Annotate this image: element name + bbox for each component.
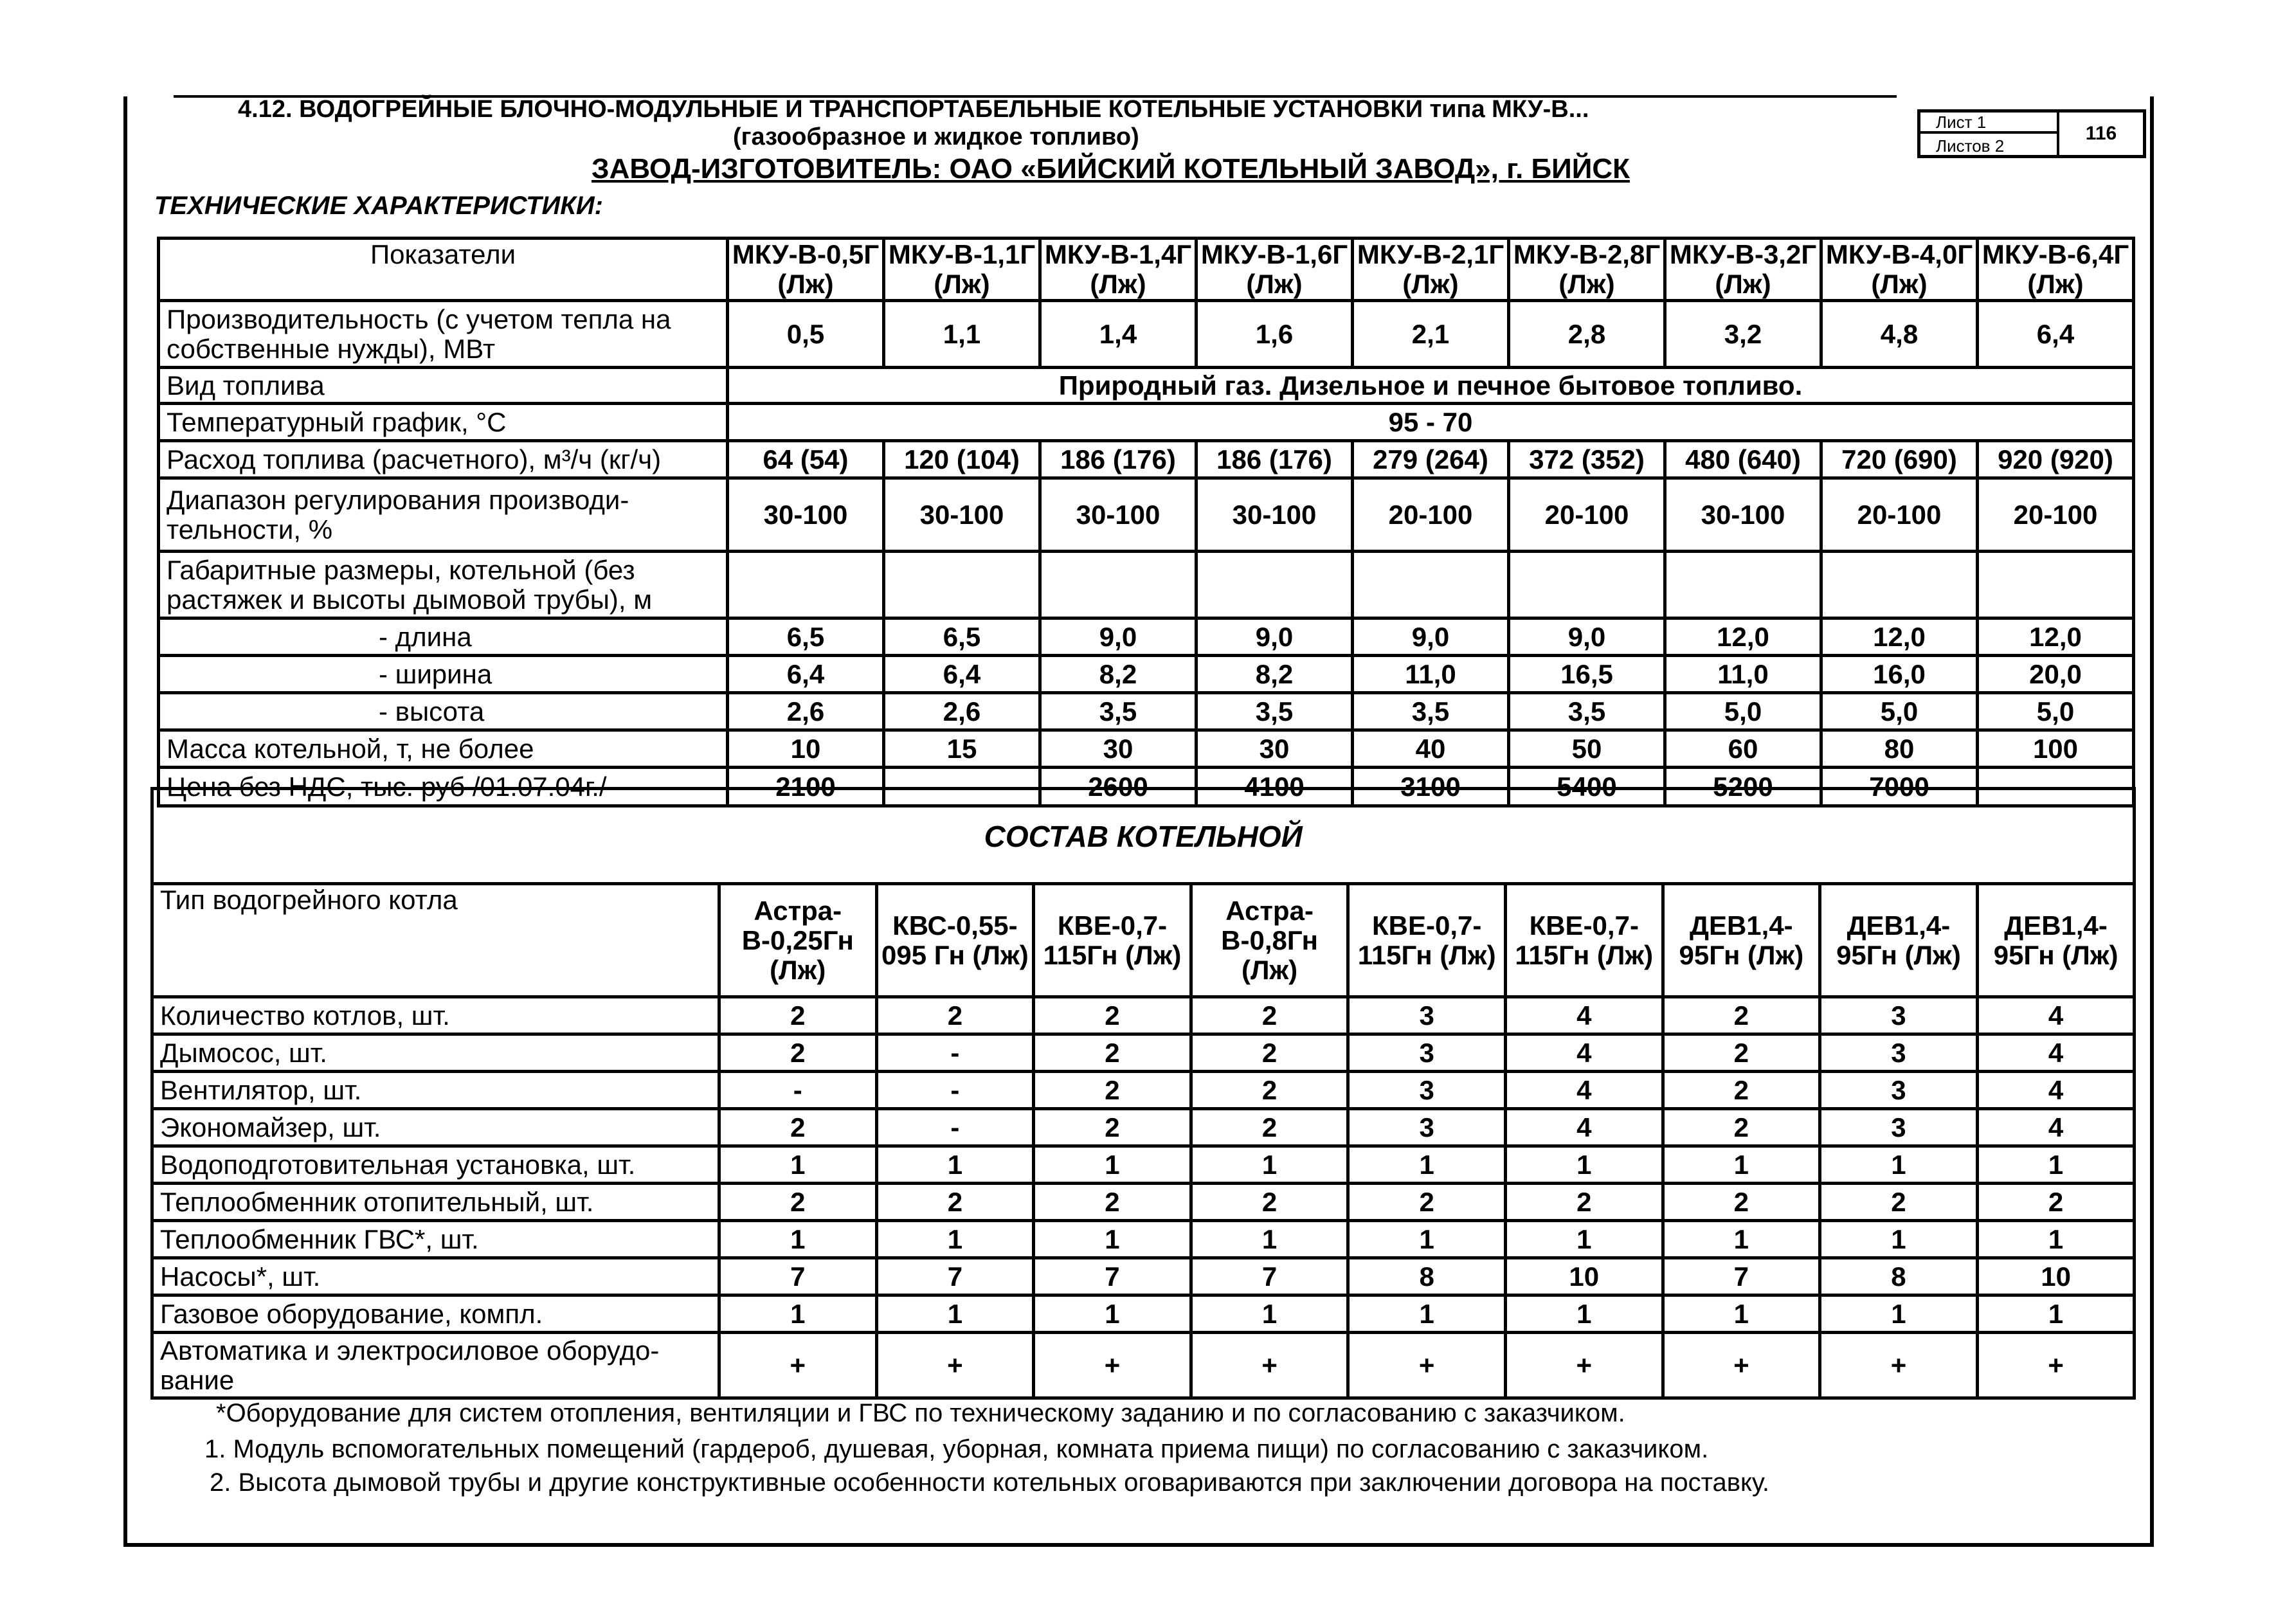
composition-row-value: 1: [1663, 1146, 1820, 1184]
composition-row-value: 7: [719, 1258, 877, 1295]
dims-empty-cell: [1197, 552, 1353, 618]
composition-row-value: 1: [719, 1146, 877, 1184]
composition-row-value: 1: [1034, 1146, 1191, 1184]
page-number: 116: [2085, 123, 2117, 144]
composition-row-value: 1: [876, 1146, 1034, 1184]
range-row-value: 20-100: [1821, 478, 1978, 552]
range-row: [159, 478, 2134, 552]
composition-row-value: 1: [876, 1295, 1034, 1333]
boiler-type-value: КВЕ-0,7-115Гн (Лж): [1034, 884, 1191, 997]
consumption-row-value: 720 (690): [1821, 441, 1978, 478]
dims-empty-cell: [1665, 552, 1821, 618]
mass-row-value: 60: [1665, 730, 1821, 768]
composition-row-value: 7: [1191, 1258, 1348, 1295]
composition-row-value: 3: [1820, 1072, 1978, 1109]
boiler-type-value: КВЕ-0,7-115Гн (Лж): [1348, 884, 1506, 997]
productivity-row-value: 2,1: [1353, 301, 1509, 368]
width-row-value: 6,4: [884, 656, 1040, 693]
boiler-type-row: [152, 884, 2135, 997]
boiler-type-value: КВС-0,55-095 Гн (Лж): [876, 884, 1034, 997]
composition-row-label: Газовое оборудование, компл.: [152, 1295, 719, 1333]
fuel-row: [159, 368, 2134, 404]
mass-row: [159, 730, 2134, 768]
composition-row-value: 2: [1034, 1109, 1191, 1146]
composition-title: СОСТАВ КОТЕЛЬНОЙ: [152, 789, 2135, 884]
composition-row-value: 3: [1348, 997, 1506, 1034]
dims-empty-cell: [1040, 552, 1197, 618]
length-row-value: 12,0: [1978, 618, 2134, 656]
composition-row-value: 1: [1348, 1295, 1506, 1333]
range-row-value: 30-100: [728, 478, 884, 552]
mass-row-value: 30: [1197, 730, 1353, 768]
fuel-row-value: Природный газ. Дизельное и печное бытовое топливо.: [728, 368, 2134, 404]
composition-row-value: 1: [1663, 1295, 1820, 1333]
temp-row: [159, 404, 2134, 441]
price-row-value: 2600: [1040, 768, 1197, 806]
consumption-row-value: 120 (104): [884, 441, 1040, 478]
composition-row-value: +: [1663, 1333, 1820, 1398]
note-asterisk: *Оборудование для систем отопления, вентиляции и ГВС по техническому заданию и по согласованию с заказчиком.: [216, 1399, 1625, 1427]
composition-row-value: +: [1820, 1333, 1978, 1398]
composition-row-value: 1: [1191, 1295, 1348, 1333]
composition-row-value: 3: [1820, 1109, 1978, 1146]
composition-row-value: +: [876, 1333, 1034, 1398]
composition-row: [152, 997, 2135, 1034]
composition-row-value: 1: [1977, 1221, 2135, 1258]
length-row-value: 9,0: [1509, 618, 1665, 656]
composition-row-label: Автоматика и электросиловое оборудо-вание: [152, 1333, 719, 1398]
dims-empty-cell: [728, 552, 884, 618]
sheet-stamp: [1917, 109, 2146, 158]
consumption-row-value: 279 (264): [1353, 441, 1509, 478]
composition-row-value: 4: [1505, 1034, 1663, 1072]
length-row-value: 9,0: [1040, 618, 1197, 656]
composition-row-value: 8: [1348, 1258, 1506, 1295]
width-row-value: 8,2: [1040, 656, 1197, 693]
composition-row-value: +: [1034, 1333, 1191, 1398]
composition-row-value: 2: [876, 997, 1034, 1034]
boiler-type-value: ДЕВ1,4-95Гн (Лж): [1820, 884, 1978, 997]
mass-row-value: 30: [1040, 730, 1197, 768]
temp-row-label: Температурный график, °С: [159, 404, 728, 441]
price-row-value: 4100: [1197, 768, 1353, 806]
composition-row: [152, 1258, 2135, 1295]
composition-row-label: Вентилятор, шт.: [152, 1072, 719, 1109]
width-row-value: 20,0: [1978, 656, 2134, 693]
composition-row: [152, 1034, 2135, 1072]
composition-row-value: 4: [1505, 997, 1663, 1034]
composition-row-label: Теплообменник отопительный, шт.: [152, 1184, 719, 1221]
length-row-value: 6,5: [728, 618, 884, 656]
mass-row-value: 80: [1821, 730, 1978, 768]
consumption-row-label: Расход топлива (расчетного), м³/ч (кг/ч): [159, 441, 728, 478]
composition-row-value: 2: [1034, 1072, 1191, 1109]
composition-row-value: 2: [1034, 997, 1191, 1034]
mass-row-value: 50: [1509, 730, 1665, 768]
composition-row-value: 7: [876, 1258, 1034, 1295]
composition-row-value: 2: [1663, 1109, 1820, 1146]
page-subtitle: (газообразное и жидкое топливо): [733, 123, 1139, 150]
model-header: МКУ-В-3,2Г (Лж): [1665, 239, 1821, 301]
model-header: МКУ-В-0,5Г (Лж): [728, 239, 884, 301]
consumption-row: [159, 441, 2134, 478]
composition-row-label: Водоподготовительная установка, шт.: [152, 1146, 719, 1184]
length-row-value: 6,5: [884, 618, 1040, 656]
page-title: 4.12. ВОДОГРЕЙНЫЕ БЛОЧНО-МОДУЛЬНЫЕ И ТРАНСПОРТАБЕЛЬНЫЕ КОТЕЛЬНЫЕ УСТАНОВКИ типа МКУ-В...: [238, 96, 1589, 123]
composition-row-value: 3: [1348, 1034, 1506, 1072]
composition-row-value: 1: [1820, 1295, 1978, 1333]
price-row-value: 5200: [1665, 768, 1821, 806]
width-row-value: 16,0: [1821, 656, 1978, 693]
productivity-row-value: 3,2: [1665, 301, 1821, 368]
productivity-row-value: 1,4: [1040, 301, 1197, 368]
width-row-value: 6,4: [728, 656, 884, 693]
manufacturer-heading: ЗАВОД-ИЗГОТОВИТЕЛЬ: ОАО «БИЙСКИЙ КОТЕЛЬНЫЙ ЗАВОД», г. БИЙСК: [592, 153, 1630, 185]
composition-row-value: 10: [1977, 1258, 2135, 1295]
composition-row-value: 4: [1977, 1034, 2135, 1072]
composition-row-label: Количество котлов, шт.: [152, 997, 719, 1034]
dims-empty-cell: [1978, 552, 2134, 618]
composition-row-value: 7: [1663, 1258, 1820, 1295]
composition-row-value: 1: [876, 1221, 1034, 1258]
productivity-row-value: 1,6: [1197, 301, 1353, 368]
composition-row-value: +: [1348, 1333, 1506, 1398]
specs-table: [157, 237, 2135, 807]
width-row-value: 11,0: [1665, 656, 1821, 693]
composition-row-value: 2: [1191, 1184, 1348, 1221]
consumption-row-value: 480 (640): [1665, 441, 1821, 478]
composition-row-value: 1: [1505, 1221, 1663, 1258]
mass-row-label: Масса котельной, т, не более: [159, 730, 728, 768]
composition-row-value: 2: [719, 997, 877, 1034]
height-row-value: 2,6: [728, 693, 884, 730]
boiler-type-value: ДЕВ1,4-95Гн (Лж): [1663, 884, 1820, 997]
price-row-value: 7000: [1821, 768, 1978, 806]
composition-title-row: [152, 789, 2135, 884]
width-row-value: 11,0: [1353, 656, 1509, 693]
boiler-type-value: ДЕВ1,4-95Гн (Лж): [1977, 884, 2135, 997]
height-row-value: 3,5: [1509, 693, 1665, 730]
composition-row-value: 2: [1191, 1109, 1348, 1146]
composition-row-value: 1: [1505, 1146, 1663, 1184]
boiler-type-value: Астра-В-0,25Гн (Лж): [719, 884, 877, 997]
composition-row-value: 2: [719, 1184, 877, 1221]
composition-row-value: 1: [719, 1295, 877, 1333]
composition-row-value: 3: [1348, 1072, 1506, 1109]
productivity-row-value: 0,5: [728, 301, 884, 368]
price-row-value: 3100: [1353, 768, 1509, 806]
dims-empty-cell: [1353, 552, 1509, 618]
composition-row: [152, 1221, 2135, 1258]
composition-row: [152, 1184, 2135, 1221]
model-header: МКУ-В-2,8Г (Лж): [1509, 239, 1665, 301]
composition-row-value: 4: [1977, 1109, 2135, 1146]
price-row-value: 2100: [728, 768, 884, 806]
composition-row-value: 1: [1977, 1146, 2135, 1184]
specs-header-row: [159, 239, 2134, 301]
composition-row-value: 1: [1820, 1146, 1978, 1184]
composition-row-value: 7: [1034, 1258, 1191, 1295]
width-row-value: 16,5: [1509, 656, 1665, 693]
height-row-label: - высота: [159, 693, 728, 730]
dims-label: Габаритные размеры, котельной (без растяжек и высоты дымовой трубы), м: [159, 552, 728, 618]
mass-row-value: 100: [1978, 730, 2134, 768]
note-1: 1. Модуль вспомогательных помещений (гардероб, душевая, уборная, комната приема пищи) по согласованию с заказчиком.: [204, 1435, 1709, 1463]
composition-row-value: 4: [1977, 997, 2135, 1034]
price-row-value: 5400: [1509, 768, 1665, 806]
consumption-row-value: 64 (54): [728, 441, 884, 478]
width-row-label: - ширина: [159, 656, 728, 693]
composition-row-value: 4: [1505, 1109, 1663, 1146]
dims-empty-cell: [1509, 552, 1665, 618]
price-row-label: Цена без НДС, тыс. руб /01.07.04г./: [159, 768, 728, 806]
composition-row-value: 3: [1348, 1109, 1506, 1146]
composition-row-value: 1: [719, 1221, 877, 1258]
composition-row-value: 2: [1505, 1184, 1663, 1221]
productivity-row-value: 4,8: [1821, 301, 1978, 368]
composition-row-value: +: [1191, 1333, 1348, 1398]
composition-row-value: -: [876, 1072, 1034, 1109]
composition-row-value: -: [876, 1034, 1034, 1072]
height-row-value: 5,0: [1978, 693, 2134, 730]
dims-row: [159, 552, 2134, 618]
length-row-label: - длина: [159, 618, 728, 656]
mass-row-value: 10: [728, 730, 884, 768]
composition-row-value: 4: [1977, 1072, 2135, 1109]
length-row-value: 9,0: [1197, 618, 1353, 656]
height-row-value: 5,0: [1665, 693, 1821, 730]
tech-heading: ТЕХНИЧЕСКИЕ ХАРАКТЕРИСТИКИ:: [154, 192, 603, 220]
composition-row-value: 1: [1034, 1295, 1191, 1333]
productivity-row-label: Производительность (с учетом тепла на собственные нужды), МВт: [159, 301, 728, 368]
height-row-value: 3,5: [1197, 693, 1353, 730]
sheets-label: Листов 2: [1920, 134, 2059, 158]
dims-empty-cell: [1821, 552, 1978, 618]
composition-table: [150, 787, 2136, 1400]
height-row-value: 3,5: [1353, 693, 1509, 730]
composition-row-value: +: [1977, 1333, 2135, 1398]
boiler-type-value: Астра-В-0,8Гн (Лж): [1191, 884, 1348, 997]
composition-row-value: 1: [1191, 1221, 1348, 1258]
composition-row-label: Дымосос, шт.: [152, 1034, 719, 1072]
height-row-value: 2,6: [884, 693, 1040, 730]
composition-row-value: 2: [1663, 997, 1820, 1034]
composition-row: [152, 1072, 2135, 1109]
model-header: МКУ-В-1,4Г (Лж): [1040, 239, 1197, 301]
model-header: МКУ-В-4,0Г (Лж): [1821, 239, 1978, 301]
composition-row-value: 2: [719, 1109, 877, 1146]
productivity-row: [159, 301, 2134, 368]
composition-row-value: 1: [1505, 1295, 1663, 1333]
composition-row-value: 1: [1977, 1295, 2135, 1333]
composition-row-value: 2: [1034, 1034, 1191, 1072]
composition-row-value: 2: [1034, 1184, 1191, 1221]
composition-row-value: -: [719, 1072, 877, 1109]
composition-row-value: 2: [1191, 997, 1348, 1034]
composition-row: [152, 1109, 2135, 1146]
composition-row-value: 10: [1505, 1258, 1663, 1295]
range-row-value: 30-100: [1197, 478, 1353, 552]
composition-row-value: 2: [1191, 1034, 1348, 1072]
boiler-type-label: Тип водогрейного котла: [152, 884, 719, 997]
composition-row-value: 2: [1663, 1072, 1820, 1109]
consumption-row-value: 920 (920): [1978, 441, 2134, 478]
model-header: МКУ-В-6,4Г (Лж): [1978, 239, 2134, 301]
height-row-value: 5,0: [1821, 693, 1978, 730]
composition-row-value: 1: [1663, 1221, 1820, 1258]
composition-row-value: 2: [719, 1034, 877, 1072]
width-row: [159, 656, 2134, 693]
composition-row-value: 8: [1820, 1258, 1978, 1295]
height-row-value: 3,5: [1040, 693, 1197, 730]
composition-row-value: -: [876, 1109, 1034, 1146]
composition-row-value: 1: [1191, 1146, 1348, 1184]
length-row-value: 9,0: [1353, 618, 1509, 656]
sheet-label: Лист 1: [1920, 113, 2059, 134]
productivity-row-value: 1,1: [884, 301, 1040, 368]
composition-row-value: 2: [876, 1184, 1034, 1221]
dims-empty-cell: [884, 552, 1040, 618]
composition-row-label: Теплообменник ГВС*, шт.: [152, 1221, 719, 1258]
fuel-row-label: Вид топлива: [159, 368, 728, 404]
model-header: МКУ-В-1,1Г (Лж): [884, 239, 1040, 301]
composition-row: [152, 1295, 2135, 1333]
range-row-label: Диапазон регулирования производи-тельности, %: [159, 478, 728, 552]
composition-row-value: 2: [1348, 1184, 1506, 1221]
composition-row-value: 1: [1034, 1221, 1191, 1258]
width-row-value: 8,2: [1197, 656, 1353, 693]
mass-row-value: 40: [1353, 730, 1509, 768]
composition-row-value: 1: [1820, 1221, 1978, 1258]
range-row-value: 30-100: [1040, 478, 1197, 552]
composition-row-value: 1: [1348, 1146, 1506, 1184]
composition-row-value: 1: [1348, 1221, 1506, 1258]
height-row: [159, 693, 2134, 730]
range-row-value: 30-100: [884, 478, 1040, 552]
productivity-row-value: 6,4: [1978, 301, 2134, 368]
composition-row-value: 2: [1663, 1184, 1820, 1221]
header-indicators: Показатели: [159, 239, 728, 301]
boiler-type-value: КВЕ-0,7-115Гн (Лж): [1505, 884, 1663, 997]
composition-row-value: +: [719, 1333, 877, 1398]
composition-row-value: 2: [1191, 1072, 1348, 1109]
length-row-value: 12,0: [1665, 618, 1821, 656]
consumption-row-value: 372 (352): [1509, 441, 1665, 478]
range-row-value: 20-100: [1353, 478, 1509, 552]
composition-row-label: Экономайзер, шт.: [152, 1109, 719, 1146]
consumption-row-value: 186 (176): [1040, 441, 1197, 478]
model-header: МКУ-В-1,6Г (Лж): [1197, 239, 1353, 301]
composition-row-value: 2: [1663, 1034, 1820, 1072]
composition-row: [152, 1146, 2135, 1184]
composition-row-value: +: [1505, 1333, 1663, 1398]
composition-row-value: 3: [1820, 1034, 1978, 1072]
note-2: 2. Высота дымовой трубы и другие конструктивные особенности котельных оговариваются при заключении договора на поставку.: [210, 1468, 1770, 1497]
model-header: МКУ-В-2,1Г (Лж): [1353, 239, 1509, 301]
range-row-value: 30-100: [1665, 478, 1821, 552]
composition-row-value: 4: [1505, 1072, 1663, 1109]
mass-row-value: 15: [884, 730, 1040, 768]
range-row-value: 20-100: [1978, 478, 2134, 552]
range-row-value: 20-100: [1509, 478, 1665, 552]
temp-row-value: 95 - 70: [728, 404, 2134, 441]
length-row: [159, 618, 2134, 656]
productivity-row-value: 2,8: [1509, 301, 1665, 368]
composition-row: [152, 1333, 2135, 1398]
length-row-value: 12,0: [1821, 618, 1978, 656]
composition-row-label: Насосы*, шт.: [152, 1258, 719, 1295]
consumption-row-value: 186 (176): [1197, 441, 1353, 478]
composition-row-value: 2: [1977, 1184, 2135, 1221]
composition-row-value: 2: [1820, 1184, 1978, 1221]
composition-row-value: 3: [1820, 997, 1978, 1034]
